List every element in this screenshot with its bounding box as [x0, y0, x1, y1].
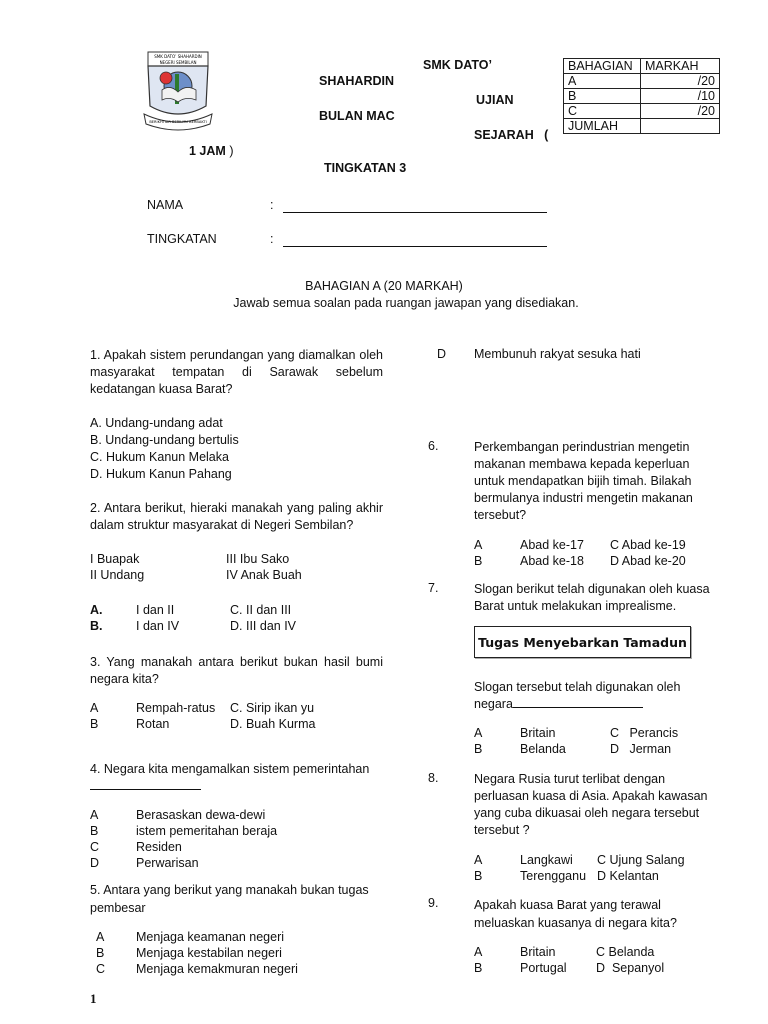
option-alt: C Abad ke-19 [610, 538, 686, 552]
option-letter: A [90, 701, 99, 715]
option-letter: A [96, 930, 105, 944]
marks-row-section: B [564, 89, 641, 104]
marks-row-section: JUMLAH [564, 119, 641, 134]
option-alt: D. III dan IV [230, 619, 297, 633]
logo-label-top: SMK DATO’ SHAHARDIN [154, 54, 202, 59]
option-text: Terengganu [520, 869, 587, 883]
option-alt: D Kelantan [597, 869, 659, 883]
option-alt: C Belanda [596, 945, 655, 959]
question-6-number: 6. [428, 439, 439, 453]
option-letter: B [90, 824, 99, 838]
option-alt: D. Buah Kurma [230, 717, 316, 731]
option-alt: C. Sirip ikan yu [230, 701, 315, 715]
option-text: Perwarisan [136, 856, 199, 870]
subject-label: SEJARAH ( [474, 128, 549, 142]
option-text: Portugal [520, 961, 567, 975]
option-letter: A. [90, 603, 103, 617]
question-2-items [90, 551, 302, 583]
option-row[interactable] [474, 960, 664, 976]
option-letter: D [90, 856, 100, 870]
option-row[interactable] [90, 855, 277, 871]
marks-row-mark: /20 [641, 74, 720, 89]
option-letter: A [474, 726, 483, 740]
option-text: I dan II [136, 603, 175, 617]
school-name-line2: SHAHARDIN [319, 74, 394, 88]
page-number: 1 [90, 991, 97, 1006]
marks-row-total [564, 119, 720, 134]
marks-header-mark: MARKAH [641, 59, 720, 74]
option-alt: C Ujung Salang [597, 853, 685, 867]
option-text: Menjaga kestabilan negeri [136, 946, 282, 960]
option-alt: C Perancis [610, 726, 679, 740]
duration-line [189, 144, 233, 158]
question-4-blank[interactable] [90, 779, 201, 790]
option-letter: B [474, 554, 483, 568]
option-alt: D Abad ke-20 [610, 554, 686, 568]
question-2-options [90, 602, 296, 634]
option-text: Britain [520, 945, 556, 959]
option-letter: C [96, 962, 106, 976]
question-7-number: 7. [428, 581, 439, 595]
marks-row [564, 104, 720, 119]
option-text: Langkawi [520, 853, 573, 867]
question-7-followup [474, 679, 714, 713]
option-letter: A [474, 853, 483, 867]
option-text: Abad ke-17 [520, 538, 584, 552]
question-7-followup-text: Slogan tersebut telah digunakan oleh negara [474, 680, 681, 711]
test-label: UJIAN [476, 93, 514, 107]
marks-row [564, 74, 720, 89]
option-row[interactable] [90, 839, 277, 855]
question-5-options [96, 929, 298, 977]
option-letter: A [474, 945, 483, 959]
marks-table-header [564, 59, 720, 74]
question-1-text: 1. Apakah sistem perundangan yang diamalkan oleh masyarakat tempatan di Sarawak sebelum kedatangan kuasa Barat? [90, 348, 383, 396]
marks-row-section: A [564, 74, 641, 89]
option-text: I dan IV [136, 619, 180, 633]
option[interactable]: A. Undang-undang adat [90, 416, 223, 430]
question-4-stem: 4. Negara kita mengamalkan sistem pemerintahan [90, 762, 370, 776]
option-letter: C [90, 840, 100, 854]
option-alt: C. II dan III [230, 603, 292, 617]
option-row[interactable] [90, 602, 296, 618]
option-alt: D Jerman [610, 742, 672, 756]
name-field[interactable] [283, 199, 547, 213]
option-row[interactable] [90, 823, 277, 839]
marks-row-mark: /10 [641, 89, 720, 104]
option-text: Rotan [136, 717, 170, 731]
option-row[interactable] [96, 945, 298, 961]
question-7-text: Slogan berikut telah digunakan oleh kuasa Barat untuk melakukan imprealisme. [474, 582, 710, 613]
option-text: Belanda [520, 742, 566, 756]
school-name-line1: SMK DATO’ [423, 58, 492, 72]
option-letter: B [96, 946, 105, 960]
school-crest-logo [140, 50, 216, 132]
name-colon: : [270, 198, 274, 212]
question-9-options [474, 944, 664, 976]
option-letter: B [474, 961, 483, 975]
question-8-options [474, 852, 685, 884]
option[interactable]: D. Hukum Kanun Pahang [90, 467, 232, 481]
marks-total-value[interactable] [641, 119, 720, 134]
option-text: Menjaga kemakmuran negeri [136, 962, 298, 976]
item: I Buapak [90, 552, 140, 566]
option-letter: B. [90, 619, 103, 633]
option-letter[interactable]: D [437, 347, 447, 361]
option-row[interactable] [474, 944, 664, 960]
marks-row-section: C [564, 104, 641, 119]
question-3-text: 3. Yang manakah antara berikut bukan hasil bumi negara kita? [90, 655, 383, 686]
option-letter: A [90, 808, 99, 822]
option-row[interactable] [474, 852, 685, 868]
option[interactable]: C. Hukum Kanun Melaka [90, 450, 229, 464]
section-instruction: Jawab semua soalan pada ruangan jawapan yang disediakan. [233, 296, 579, 310]
option-text: Berasaskan dewa-dewi [136, 808, 266, 822]
option-row[interactable] [474, 725, 678, 741]
option-text: istem pemeritahan beraja [136, 824, 278, 838]
option-row[interactable] [96, 929, 298, 945]
option-row[interactable] [474, 553, 686, 569]
question-3-options [90, 700, 315, 732]
form-field-label: TINGKATAN [147, 232, 217, 246]
question-8-text: Negara Rusia turut terlibat dengan perluasan kuasa di Asia. Apakah kawasan yang cuba dikuasai oleh negara tersebut tersebut ? [474, 772, 708, 837]
question-6-text: Perkembangan perindustrian mengetin makanan membawa kepada keperluan untuk mendapatkan bijih timah. Bilakah bermulanya industri mengetin makanan tersebut? [474, 440, 693, 522]
option-row[interactable] [90, 700, 315, 716]
section-title: BAHAGIAN A (20 MARKAH) [305, 279, 463, 293]
item: II Undang [90, 568, 145, 582]
option-letter: B [474, 742, 483, 756]
question-4-options [90, 807, 277, 871]
option-row[interactable] [474, 868, 685, 884]
option-row[interactable] [474, 741, 678, 757]
logo-label-mid: NEGERI SEMBILAN [159, 60, 197, 65]
question-7-blank[interactable] [513, 696, 643, 708]
name-label: NAMA [147, 198, 184, 212]
duration-label: 1 JAM [189, 144, 226, 158]
option-row[interactable] [90, 618, 296, 634]
option-text: Abad ke-18 [520, 554, 584, 568]
marks-row [564, 89, 720, 104]
marks-row-mark: /20 [641, 104, 720, 119]
option[interactable]: B. Undang-undang bertulis [90, 433, 239, 447]
marks-header-section: BAHAGIAN [564, 59, 641, 74]
option-text: Menjaga keamanan negeri [136, 930, 285, 944]
option-text: Rempah-ratus [136, 701, 216, 715]
question-4-text [90, 761, 383, 795]
option-letter: B [90, 717, 99, 731]
question-6-options [474, 537, 686, 569]
option-text[interactable]: Membunuh rakyat sesuka hati [474, 347, 641, 361]
option-text: Residen [136, 840, 182, 854]
option-row[interactable] [90, 807, 277, 823]
form-level-label: TINGKATAN 3 [324, 161, 407, 175]
slogan-box: Tugas Menyebarkan Tamadun [474, 626, 691, 658]
item: III Ibu Sako [226, 552, 290, 566]
option-letter: A [474, 538, 483, 552]
question-1-options [90, 415, 239, 483]
option-text: Britain [520, 726, 556, 740]
marks-table [563, 58, 720, 134]
form-field[interactable] [283, 233, 547, 247]
question-7-options [474, 725, 678, 757]
logo-banner: BERIKHTIAR BERILMU BERBAKTI [149, 120, 207, 124]
option-row[interactable] [474, 537, 686, 553]
duration-close: ) [229, 144, 234, 158]
question-5-text: 5. Antara yang berikut yang manakah bukan tugas pembesar [90, 883, 369, 915]
question-2-text: 2. Antara berikut, hieraki manakah yang paling akhir dalam struktur masyarakat di Negeri Sembilan? [90, 501, 383, 532]
question-9-number: 9. [428, 896, 439, 910]
question-8-number: 8. [428, 771, 439, 785]
option-row[interactable] [96, 961, 298, 977]
item: IV Anak Buah [226, 568, 302, 582]
option-alt: D Sepanyol [596, 961, 665, 975]
month-label: BULAN MAC [319, 109, 395, 123]
form-colon: : [270, 232, 274, 246]
option-letter: B [474, 869, 483, 883]
option-row[interactable] [90, 716, 315, 732]
question-9-text: Apakah kuasa Barat yang terawal meluaskan kuasanya di negara kita? [474, 898, 677, 930]
